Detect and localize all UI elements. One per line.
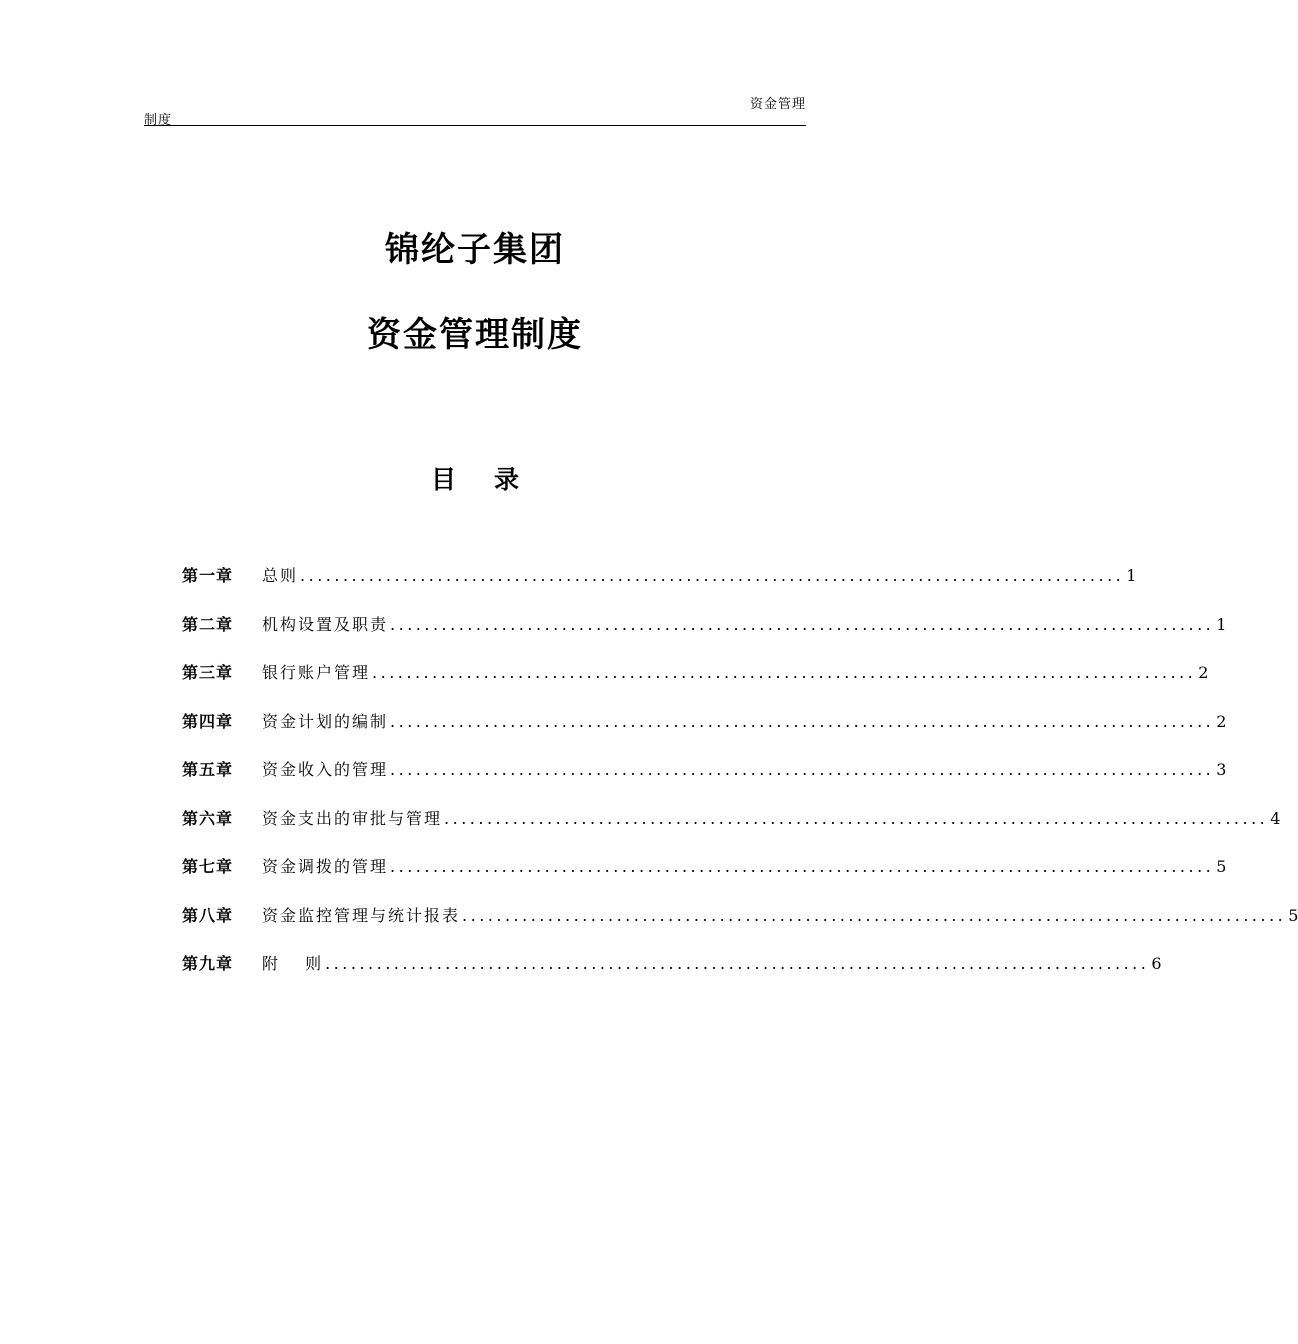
toc-entry[interactable]	[182, 903, 1298, 952]
toc-heading-part1: 目	[430, 465, 456, 494]
toc-page-number: 1	[1216, 614, 1227, 634]
toc-entry[interactable]	[182, 563, 1137, 612]
toc-dot-leader: ................................................................................................	[390, 857, 1215, 876]
document-title: 资金管理制度	[367, 315, 583, 355]
toc-chapter-number: 第七章	[182, 857, 234, 876]
toc-chapter-number: 第三章	[182, 663, 234, 682]
toc-dot-leader: ................................................................................................	[444, 808, 1269, 828]
toc-page-number: 4	[1270, 808, 1281, 828]
toc-dot-leader: ................................................................................................	[300, 566, 1125, 585]
toc-page-number: 5	[1216, 857, 1227, 876]
toc-entry[interactable]	[182, 757, 1227, 806]
header-divider	[144, 125, 806, 126]
toc-entry[interactable]	[182, 951, 1162, 1000]
toc-chapter-number: 第一章	[182, 566, 234, 585]
toc-page-number: 2	[1216, 711, 1227, 731]
toc-dot-leader: ................................................................................................	[325, 954, 1150, 973]
toc-page-number: 5	[1288, 905, 1298, 925]
toc-chapter-title: 机构设置及职责	[262, 614, 389, 634]
header-text-left: 制度	[144, 113, 173, 128]
toc-entry[interactable]	[182, 612, 1227, 661]
toc-page-number: 6	[1151, 954, 1162, 973]
toc-entry[interactable]	[182, 806, 1281, 855]
toc-chapter-number: 第六章	[182, 808, 234, 828]
toc-chapter-title: 资金监控管理与统计报表	[262, 905, 461, 925]
company-title: 锦纶子集团	[385, 230, 565, 270]
toc-chapter-title: 资金调拨的管理	[262, 857, 389, 876]
toc-dot-leader: ................................................................................................	[372, 663, 1197, 682]
toc-dot-leader: ................................................................................................	[462, 905, 1287, 925]
toc-chapter-title: 资金支出的审批与管理	[262, 808, 443, 828]
toc-chapter-number: 第九章	[182, 954, 234, 973]
toc-chapter-title: 附 则	[262, 954, 324, 973]
toc-heading-part2: 录	[494, 465, 520, 494]
toc-chapter-title: 资金计划的编制	[262, 711, 389, 731]
toc-dot-leader: ................................................................................................	[390, 711, 1215, 731]
toc-chapter-number: 第八章	[182, 905, 234, 925]
toc-chapter-title: 总则	[262, 566, 299, 585]
toc-page-number: 3	[1216, 760, 1227, 779]
toc-chapter-number: 第二章	[182, 614, 234, 634]
toc-entry[interactable]	[182, 660, 1209, 709]
table-of-contents	[182, 563, 1298, 1000]
toc-entry[interactable]	[182, 854, 1227, 903]
toc-page-number: 1	[1126, 566, 1137, 585]
toc-dot-leader: ................................................................................................	[390, 760, 1215, 779]
toc-chapter-number: 第四章	[182, 711, 234, 731]
toc-chapter-title: 资金收入的管理	[262, 760, 389, 779]
toc-entry[interactable]	[182, 709, 1227, 758]
toc-page-number: 2	[1198, 663, 1209, 682]
toc-chapter-number: 第五章	[182, 760, 234, 779]
toc-heading	[0, 460, 950, 496]
header-text-right: 资金管理	[749, 97, 806, 112]
toc-chapter-title: 银行账户管理	[262, 663, 371, 682]
toc-dot-leader: ................................................................................................	[390, 614, 1215, 634]
